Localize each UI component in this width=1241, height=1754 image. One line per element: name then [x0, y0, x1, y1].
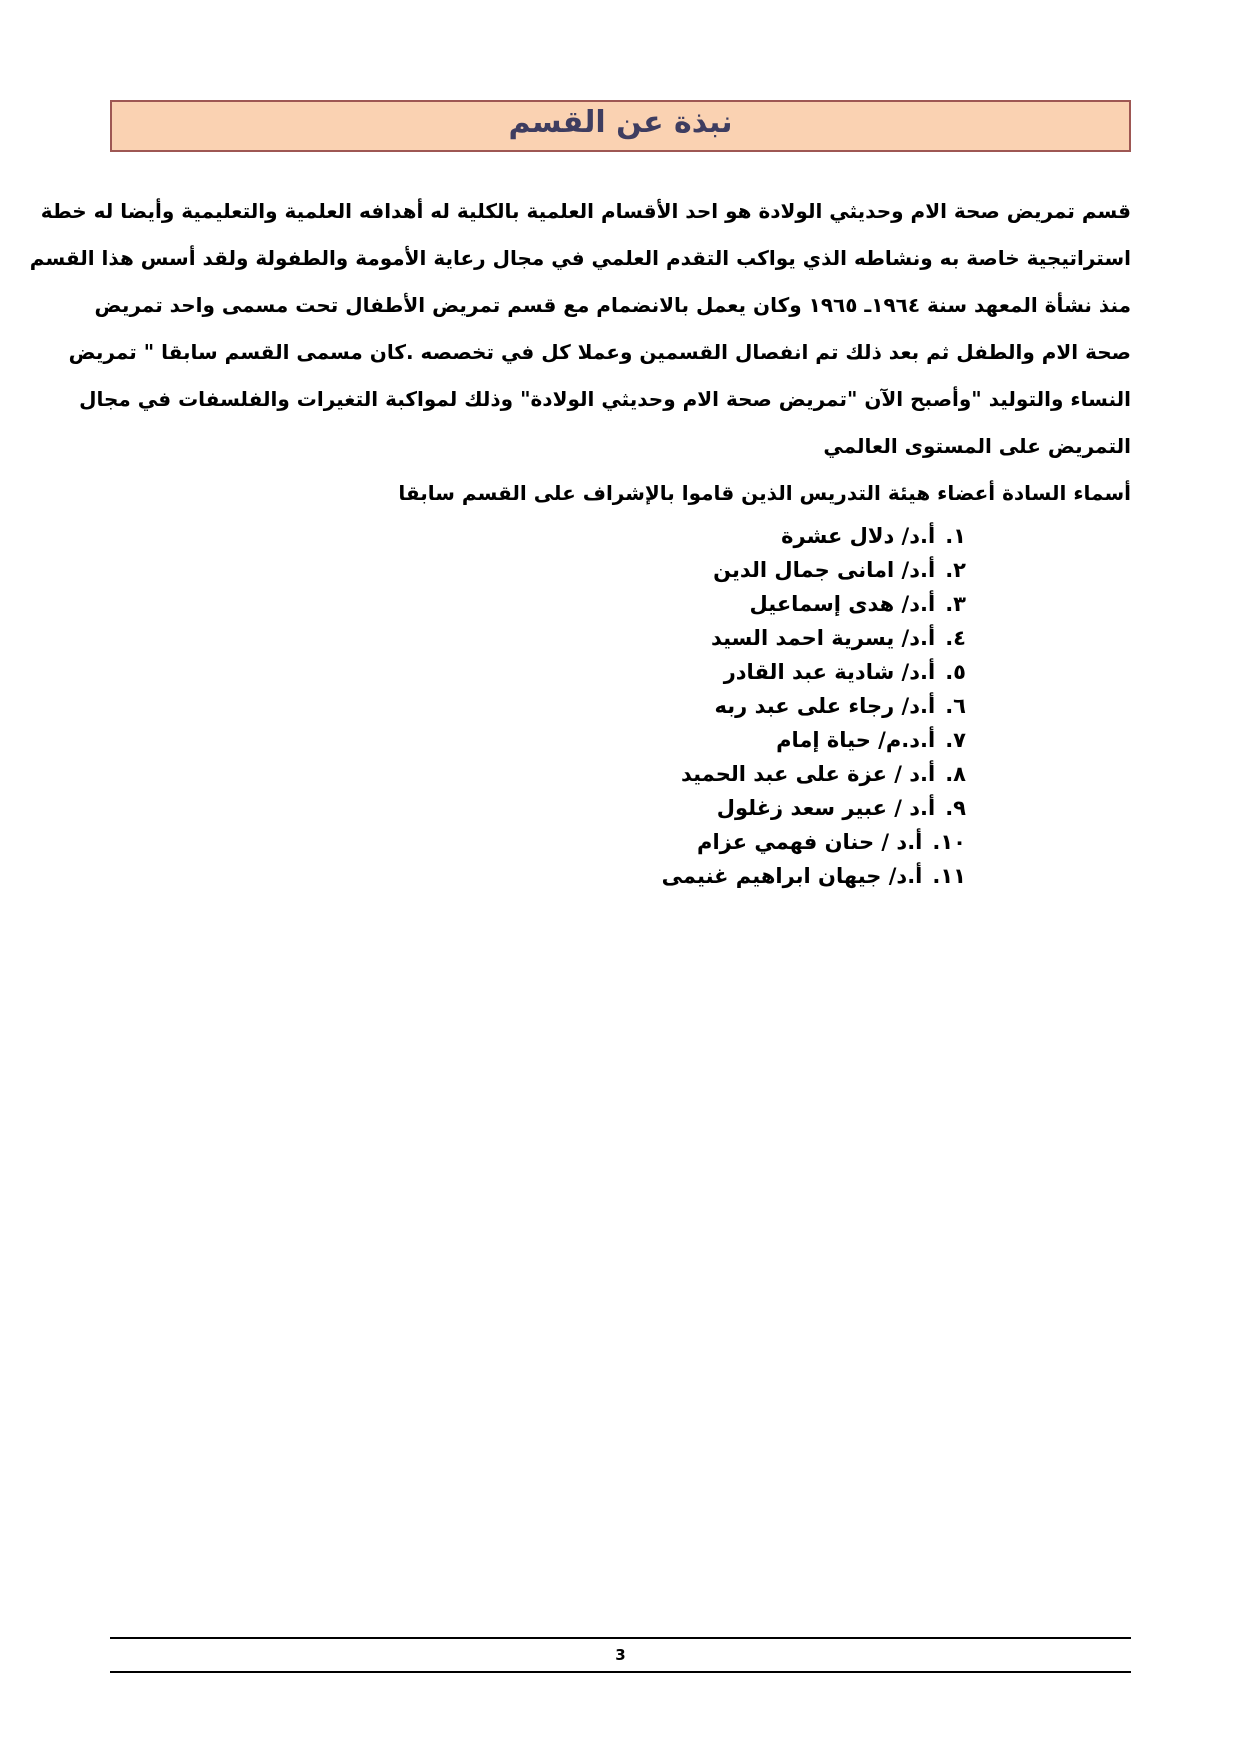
page-footer [110, 1637, 1131, 1673]
list-item [110, 757, 966, 791]
list-item-name: أ.د/ امانى جمال الدين [713, 558, 936, 582]
paragraph-line: قسم تمريض صحة الام وحديثي الولادة هو احد الأقسام العلمية بالكلية له أهدافه العلمية والتعليمية وأيضا له خطة [40, 199, 1131, 223]
paragraph-line: التمريض على المستوى العالمي [823, 434, 1131, 458]
list-item-name: أ.د/ هدى إسماعيل [749, 592, 936, 616]
paragraph-line: النساء والتوليد "وأصبح الآن "تمريض صحة الام وحديثي الولادة" وذلك لمواكبة التغيرات والفلسفات في مجال [79, 387, 1131, 411]
faculty-list-heading: أسماء السادة أعضاء هيئة التدريس الذين قاموا بالإشراف على القسم سابقا [398, 481, 1131, 505]
list-item [110, 587, 966, 621]
list-item-number: ١١. [932, 864, 966, 888]
list-item-name: أ.د / عزة على عبد الحميد [680, 762, 936, 786]
list-item-number: ٦. [945, 694, 966, 718]
list-item-name: أ.د/ جيهان ابراهيم غنيمى [661, 864, 923, 888]
list-item [110, 791, 966, 825]
list-item [110, 859, 966, 893]
paragraph-line: منذ نشأة المعهد سنة ١٩٦٤ـ ١٩٦٥ وكان يعمل بالانضمام مع قسم تمريض الأطفال تحت مسمى واحد تمريض [94, 293, 1131, 317]
list-item [110, 655, 966, 689]
paragraph-line: صحة الام والطفل ثم بعد ذلك تم انفصال القسمين وعملا كل في تخصصه .كان مسمى القسم سابقا " تمريض [68, 340, 1131, 364]
section-title-box [110, 100, 1131, 152]
list-item-name: أ.د/ دلال عشرة [781, 524, 936, 548]
list-item-number: ٥. [945, 660, 966, 684]
list-item [110, 723, 966, 757]
list-item-number: ٧. [945, 728, 966, 752]
list-item-number: ٣. [945, 592, 966, 616]
list-item-name: أ.د/ رجاء على عبد ربه [714, 694, 936, 718]
faculty-list [110, 519, 1131, 893]
section-title: نبذة عن القسم [508, 105, 733, 140]
list-item-number: ٩. [945, 796, 966, 820]
page-number: 3 [615, 1646, 626, 1664]
list-item [110, 553, 966, 587]
list-item-name: أ.د.م/ حياة إمام [776, 728, 936, 752]
page-content [29, 100, 1131, 893]
list-item [110, 825, 966, 859]
list-item-number: ١. [945, 524, 966, 548]
list-item-number: ٨. [945, 762, 966, 786]
paragraph-line: استراتيجية خاصة به ونشاطه الذي يواكب التقدم العلمي في مجال رعاية الأمومة والطفولة ولقد أسس هذا القسم [29, 246, 1131, 270]
list-item-name: أ.د/ شادية عبد القادر [723, 660, 936, 684]
list-item-number: ١٠. [932, 830, 966, 854]
list-item [110, 689, 966, 723]
list-item [110, 621, 966, 655]
list-item-number: ٤. [945, 626, 966, 650]
about-paragraph [29, 188, 1131, 470]
list-item-number: ٢. [945, 558, 966, 582]
list-item-name: أ.د/ يسرية احمد السيد [710, 626, 936, 650]
list-item-name: أ.د / حنان فهمي عزام [697, 830, 923, 854]
list-item [110, 519, 966, 553]
list-item-name: أ.د / عبير سعد زغلول [716, 796, 936, 820]
